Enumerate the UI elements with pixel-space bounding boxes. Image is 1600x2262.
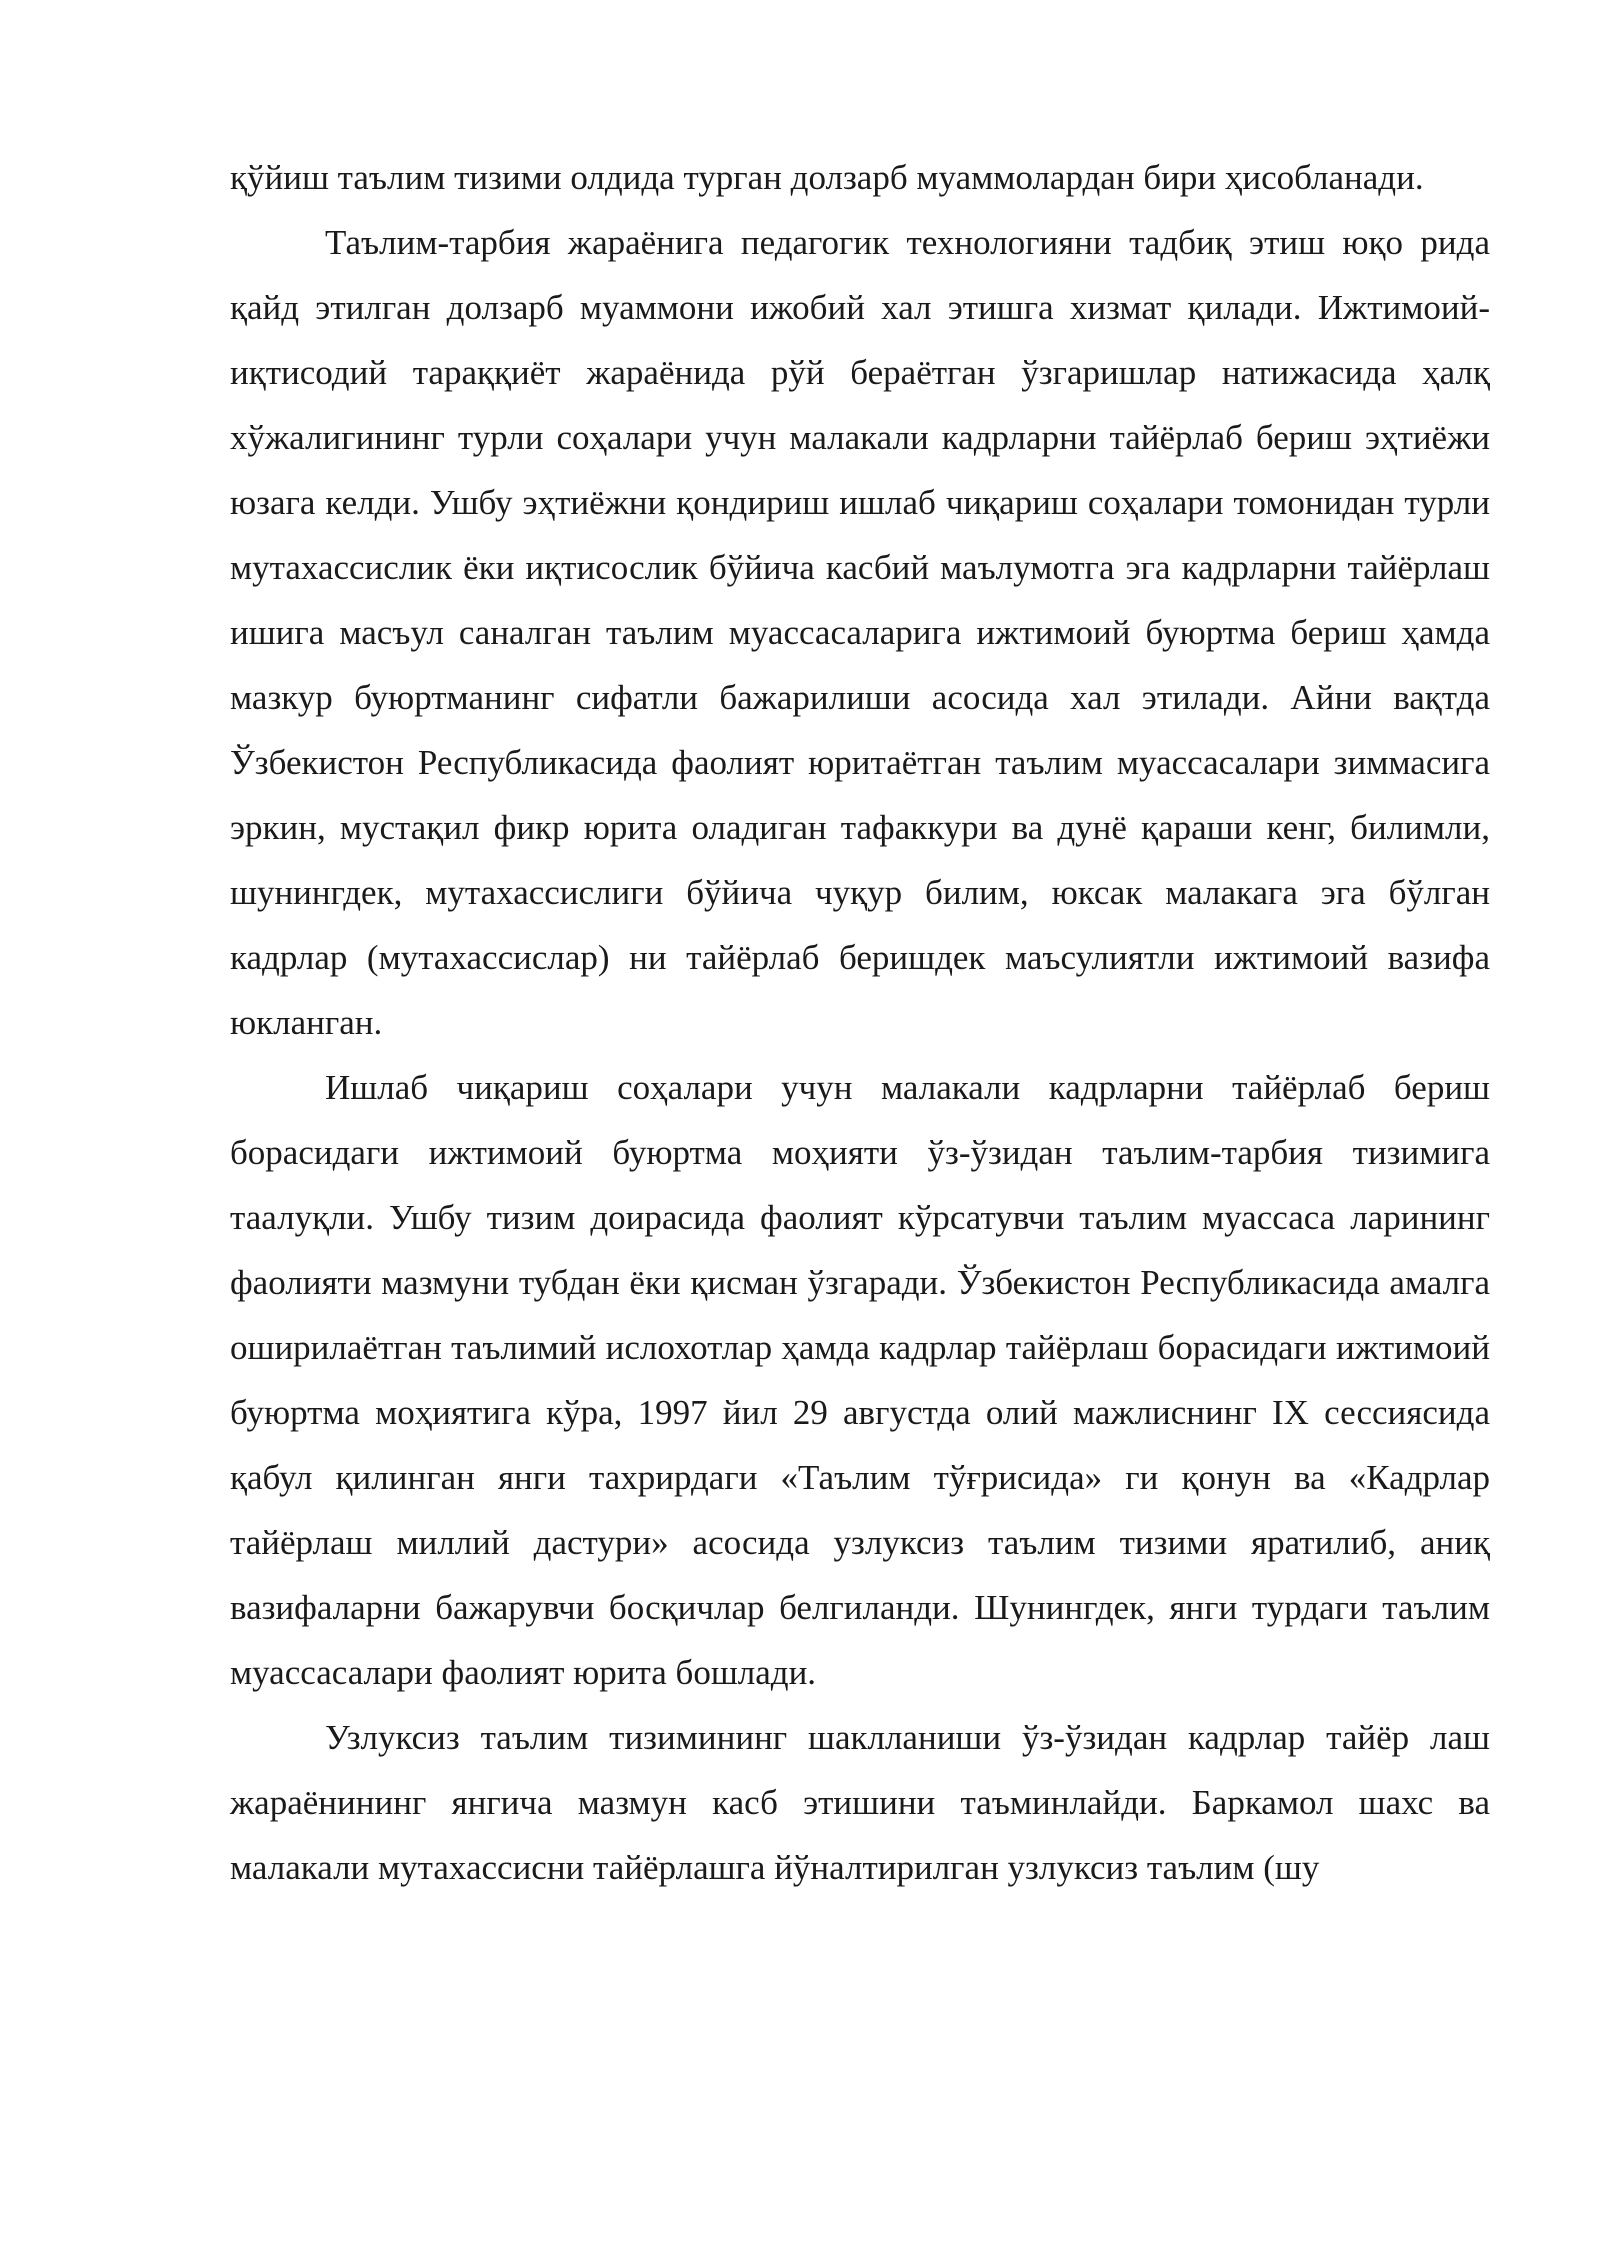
paragraph-1: қўйиш таълим тизими олдида турган долзарб муаммолардан бири ҳисобланади.: [230, 158, 1424, 197]
paragraph-2: Таълим-тарбия жараёнига педагогик технологияни тадбиқ этиш юқо рида қайд этилган долзарб муаммони ижобий хал этишга хизмат қилади. Ижтимоий-иқтисодий тараққиёт жараёнида рўй бераётган ўзгаришлар натижасида ҳалқ хўжалигининг турли соҳалари учун малакали кадрларни тайёрлаб бериш эҳтиёжи юзага келди. Ушбу эҳтиёжни қондириш ишлаб чиқариш соҳалари томонидан турли мутахассислик ёки иқтисослик бўйича касбий маълумотга эга кадрларни тайёрлаш ишига масъул саналган таълим муассасаларига ижтимоий буюртма бериш ҳамда мазкур буюртманинг сифатли бажарилиши асосида хал этилади. Айни вақтда Ўзбекистон Республикасида фаолият юритаётган таълим муассасалари зиммасига эркин, мустақил фикр юрита оладиган тафаккури ва дунё қараши кенг, билимли, шунингдек, мутахассислиги бўйича чуқур билим, юксак малакага эга бўлган кадрлар (мутахассислар) ни тайёрлаб беришдек маъсулиятли ижтимоий вазифа юкланган.: [230, 223, 1490, 1042]
document-body: [230, 145, 1490, 1900]
paragraph-3: Ишлаб чиқариш соҳалари учун малакали кадрларни тайёрлаб бериш борасидаги ижтимоий буюртма моҳияти ўз-ўзидан таълим-тарбия тизимига таалуқли. Ушбу тизим доирасида фаолият кўрсатувчи таълим муассаса ларининг фаолияти мазмуни тубдан ёки қисман ўзгаради. Ўзбекистон Республикасида амалга оширилаётган таълимий ислохотлар ҳамда кадрлар тайёрлаш борасидаги ижтимоий буюртма моҳиятига кўра, 1997 йил 29 августда олий мажлиснинг IX сессиясида қабул қилинган янги тахрирдаги «Таълим тўғрисида» ги қонун ва «Кадрлар тайёрлаш миллий дастури» асосида узлуксиз таълим тизими яратилиб, аниқ вазифаларни бажарувчи босқичлар белгиланди. Шунингдек, янги турдаги таълим муассасалари фаолият юрита бошлади.: [230, 1068, 1490, 1692]
paragraph-4: Узлуксиз таълим тизимининг шаклланиши ўз-ўзидан кадрлар тайёр лаш жараёнининг янгича мазмун касб этишини таъминлайди. Баркамол шахс ва малакали мутахассисни тайёрлашга йўналтирилган узлуксиз таълим (шу: [230, 1718, 1490, 1887]
